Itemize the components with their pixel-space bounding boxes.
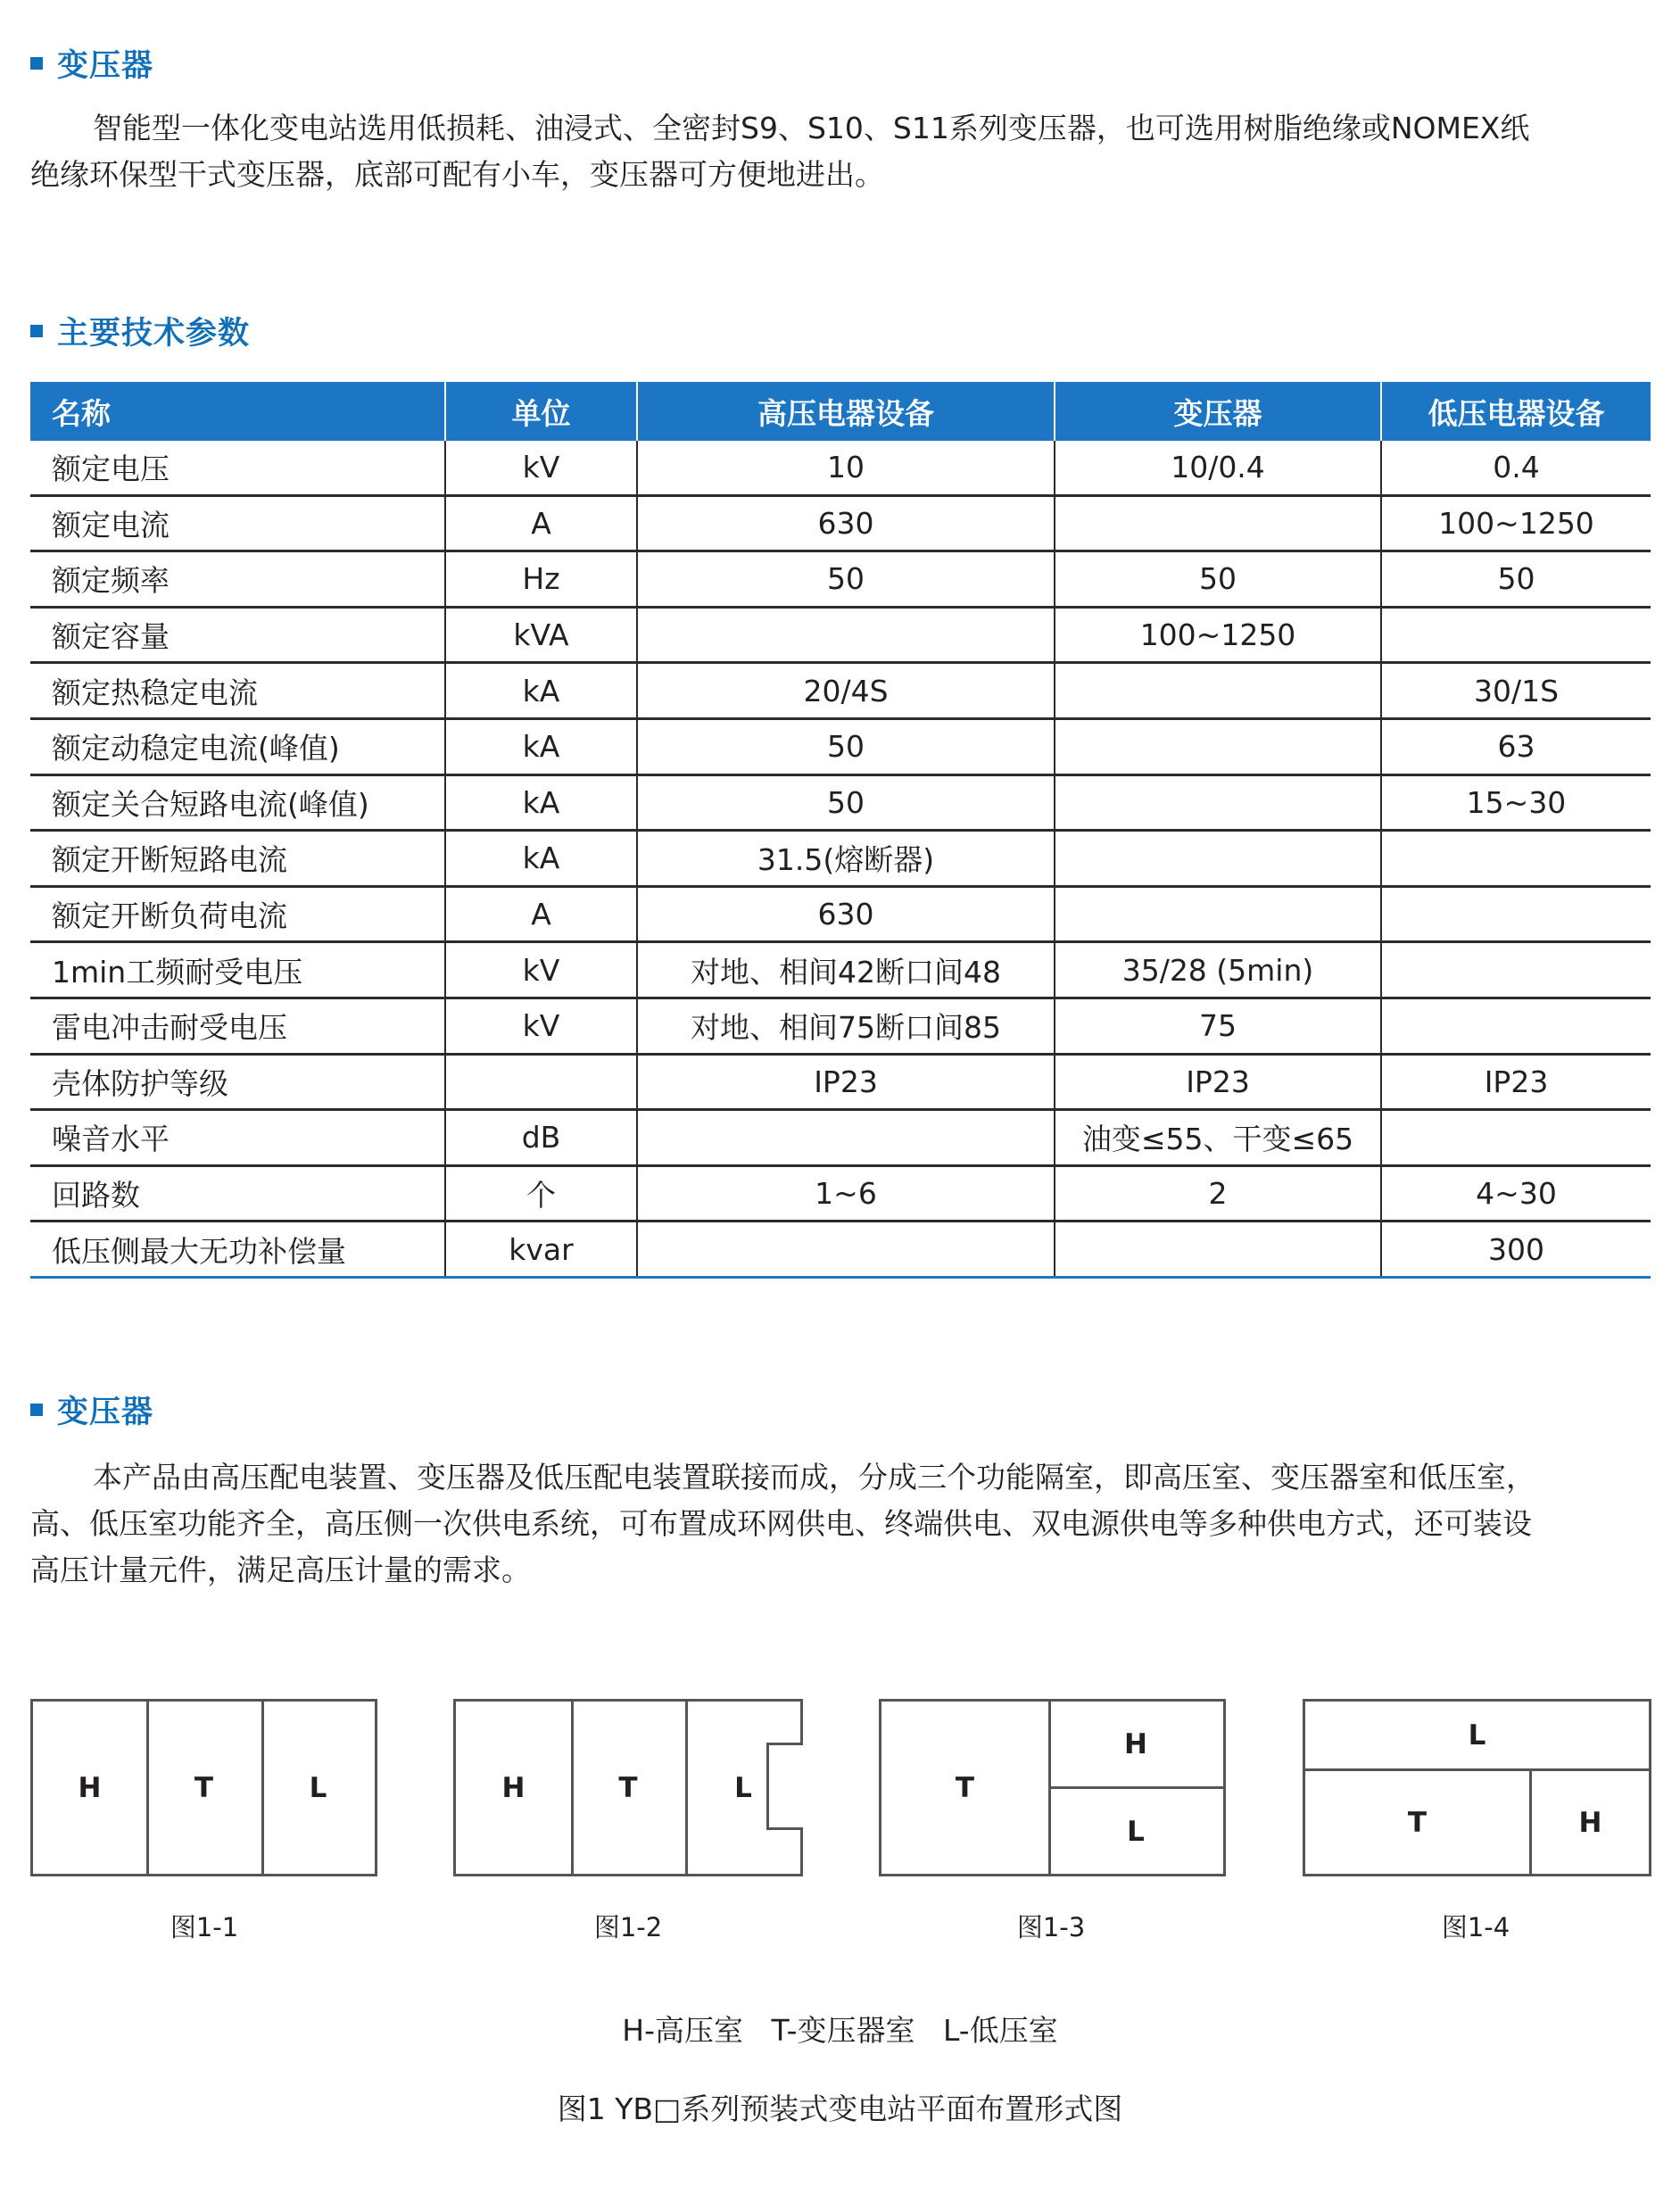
- table-cell: [1055, 1222, 1382, 1276]
- room-label: T: [618, 1771, 638, 1804]
- annex-box: [766, 1743, 803, 1830]
- table-cell: [1055, 664, 1382, 717]
- table-cell: 50: [1055, 552, 1382, 606]
- table-row: [30, 1111, 1651, 1167]
- table-cell: [1382, 832, 1651, 885]
- bullet-square-icon: [30, 57, 43, 70]
- table-cell: 20/4S: [638, 664, 1055, 717]
- table-cell: 100~1250: [1055, 609, 1382, 662]
- table-cell: 额定频率: [30, 552, 446, 606]
- room-label: H: [501, 1771, 526, 1804]
- table-cell: 630: [638, 888, 1055, 941]
- para-line: 高压计量元件，满足高压计量的需求。: [30, 1553, 531, 1587]
- table-cell: 对地、相间42断口间48: [638, 943, 1055, 997]
- table-cell: Hz: [446, 552, 638, 606]
- room-label: T: [955, 1771, 975, 1804]
- table-cell: 100~1250: [1438, 505, 1594, 541]
- table-cell: IP23: [638, 1056, 1055, 1109]
- table-cell: IP23: [1484, 1064, 1549, 1099]
- table-cell: kvar: [446, 1222, 638, 1276]
- section-title-main-params: 主要技术参数: [30, 309, 250, 353]
- table-cell: A: [446, 497, 638, 551]
- header-cell: 名称: [30, 382, 446, 441]
- table-cell: kA: [446, 720, 638, 774]
- section-title-transformer: 变压器: [30, 41, 153, 86]
- table-cell: [446, 1056, 638, 1109]
- table-cell: kA: [446, 832, 638, 885]
- para-line: 高、低压室功能齐全，高压侧一次供电系统，可布置成环网供电、终端供电、双电源供电等多种供电方式，还可装设: [30, 1506, 1532, 1541]
- substation-description: [30, 1454, 1650, 1594]
- bullet-square-icon: [30, 1404, 43, 1416]
- figure-caption: 图1-2: [593, 1912, 663, 1942]
- table-cell: kVA: [446, 609, 638, 662]
- table-cell: 0.4: [1493, 450, 1540, 485]
- table-row: [30, 776, 1651, 832]
- room-label: L: [309, 1771, 327, 1804]
- layout-diagram-2: [453, 1699, 803, 1876]
- table-row: [30, 1056, 1651, 1112]
- table-row: [30, 497, 1651, 553]
- table-cell: 10/0.4: [1055, 441, 1382, 494]
- header-cell: 低压电器设备: [1428, 395, 1605, 431]
- table-cell: [1055, 776, 1382, 830]
- layout-diagram-1: [30, 1699, 377, 1876]
- room-label: T: [1407, 1806, 1428, 1839]
- table-cell: [1055, 888, 1382, 941]
- table-cell: 1~6: [638, 1167, 1055, 1221]
- table-cell: kV: [446, 441, 638, 494]
- table-cell: [1055, 832, 1382, 885]
- table-cell: 2: [1055, 1167, 1382, 1221]
- table-cell: [1055, 497, 1382, 551]
- technical-parameters-table: [30, 382, 1651, 1279]
- table-cell: 额定电压: [30, 441, 446, 494]
- table-cell: 额定关合短路电流(峰值): [30, 776, 446, 830]
- table-body: [30, 441, 1651, 1279]
- table-row: [30, 609, 1651, 665]
- table-cell: 630: [638, 497, 1055, 551]
- table-cell: 50: [638, 720, 1055, 774]
- table-cell: 10: [638, 441, 1055, 494]
- table-cell: [1382, 999, 1651, 1053]
- figure-caption: 图1-3: [1016, 1912, 1086, 1942]
- table-cell: IP23: [1055, 1056, 1382, 1109]
- table-row: [30, 888, 1651, 944]
- table-cell: 额定开断短路电流: [30, 832, 446, 885]
- figure-caption: 图1-4: [1441, 1912, 1510, 1942]
- table-cell: 4~30: [1476, 1176, 1557, 1212]
- table-cell: 63: [1497, 729, 1535, 765]
- table-cell: 壳体防护等级: [30, 1056, 446, 1109]
- room-label: H: [1124, 1727, 1147, 1760]
- table-cell: kA: [446, 776, 638, 830]
- transformer-description: [30, 105, 1650, 198]
- table-cell: dB: [446, 1111, 638, 1164]
- para-line: 智能型一体化变电站选用低损耗、油浸式、全密封S9、S10、S11系列变压器，也可选用树脂绝缘或NOMEX纸: [93, 111, 1530, 145]
- table-cell: 油变≤55、干变≤65: [1055, 1111, 1382, 1164]
- header-cell: 变压器: [1055, 382, 1382, 441]
- table-cell: 额定容量: [30, 609, 446, 662]
- table-row: [30, 999, 1651, 1056]
- table-cell: 15~30: [1466, 784, 1567, 820]
- table-header: [30, 382, 1651, 441]
- table-cell: [1382, 943, 1651, 997]
- table-cell: [1382, 609, 1651, 662]
- table-cell: 额定动稳定电流(峰值): [30, 720, 446, 774]
- table-cell: [638, 1111, 1055, 1164]
- figure-caption: 图1-1: [170, 1912, 239, 1942]
- room-legend: H-高压室 T-变压器室 L-低压室: [622, 2013, 1058, 2048]
- room-label: H: [1578, 1806, 1602, 1839]
- table-cell: 31.5(熔断器): [638, 832, 1055, 885]
- figure-title: 图1 YB□系列预装式变电站平面布置形式图: [557, 2091, 1123, 2126]
- table-row: [30, 441, 1651, 497]
- table-cell: [638, 1222, 1055, 1276]
- table-cell: 额定热稳定电流: [30, 664, 446, 717]
- table-cell: 30/1S: [1473, 673, 1560, 708]
- table-cell: [1382, 1111, 1651, 1164]
- table-cell: 回路数: [30, 1167, 446, 1221]
- table-row: [30, 664, 1651, 720]
- room-label: L: [1468, 1719, 1486, 1752]
- table-row: [30, 1167, 1651, 1223]
- table-cell: kV: [446, 943, 638, 997]
- table-row: [30, 943, 1651, 999]
- room-label: H: [78, 1771, 102, 1804]
- table-cell: [638, 609, 1055, 662]
- table-cell: 50: [1497, 561, 1535, 597]
- para-line: 本产品由高压配电装置、变压器及低压配电装置联接而成，分成三个功能隔室，即高压室、变压器室和低压室，: [93, 1460, 1535, 1495]
- header-cell: 单位: [446, 382, 638, 441]
- table-row: [30, 720, 1651, 776]
- table-cell: 个: [446, 1167, 638, 1221]
- table-cell: kV: [446, 999, 638, 1053]
- room-label: L: [734, 1771, 752, 1804]
- table-row: [30, 832, 1651, 888]
- layout-diagram-4: [1303, 1699, 1651, 1876]
- table-cell: 1min工频耐受电压: [30, 943, 446, 997]
- table-cell: 雷电冲击耐受电压: [30, 999, 446, 1053]
- table-cell: 额定电流: [30, 497, 446, 551]
- table-cell: kA: [446, 664, 638, 717]
- header-cell: 高压电器设备: [638, 382, 1055, 441]
- bullet-square-icon: [30, 325, 43, 337]
- table-row: [30, 1222, 1651, 1279]
- table-cell: 35/28 (5min): [1055, 943, 1382, 997]
- room-label: L: [1127, 1815, 1145, 1848]
- table-cell: 50: [638, 776, 1055, 830]
- table-cell: 300: [1488, 1231, 1544, 1267]
- section-title-transformer-2: 变压器: [30, 1387, 153, 1432]
- table-cell: 额定开断负荷电流: [30, 888, 446, 941]
- layout-diagram-3: [879, 1699, 1226, 1876]
- table-cell: 50: [638, 552, 1055, 606]
- table-row: [30, 552, 1651, 609]
- table-cell: 低压侧最大无功补偿量: [30, 1222, 446, 1276]
- table-cell: 噪音水平: [30, 1111, 446, 1164]
- para-line: 绝缘环保型干式变压器，底部可配有小车，变压器可方便地进出。: [30, 157, 884, 192]
- table-cell: [1382, 888, 1651, 941]
- table-cell: 对地、相间75断口间85: [638, 999, 1055, 1053]
- table-cell: A: [446, 888, 638, 941]
- table-cell: 75: [1055, 999, 1382, 1053]
- table-cell: [1055, 720, 1382, 774]
- room-label: T: [194, 1771, 214, 1804]
